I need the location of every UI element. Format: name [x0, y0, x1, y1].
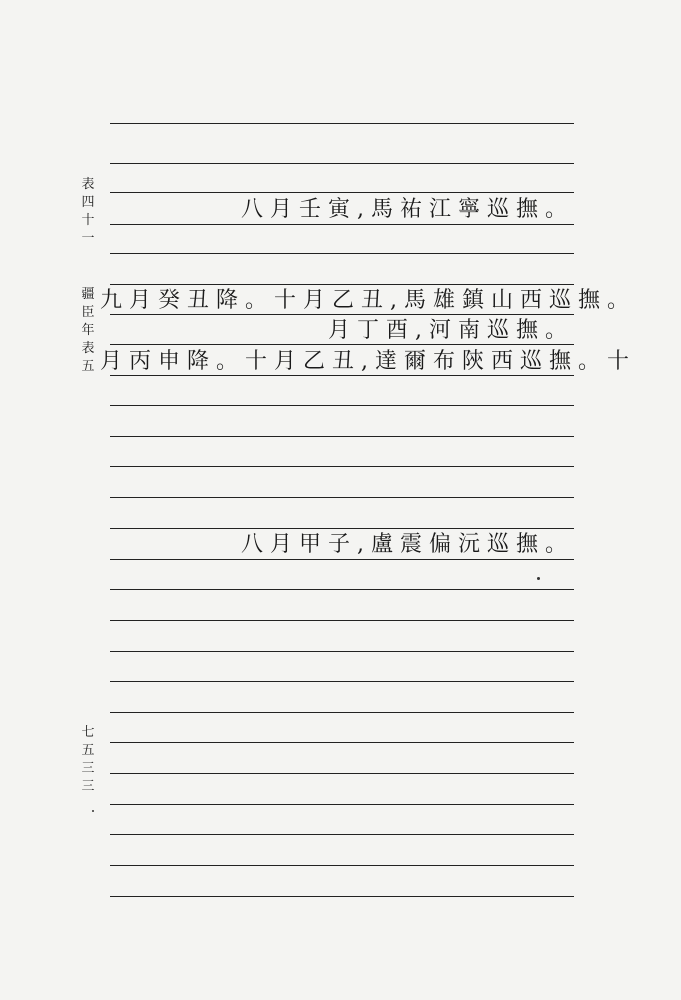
ruled-line: [110, 896, 574, 897]
ruled-line: [110, 436, 574, 437]
ruled-line: [110, 773, 574, 774]
ruled-line: [110, 528, 574, 529]
ruled-line: [110, 559, 574, 560]
ruled-line: [110, 497, 574, 498]
ruled-line: [110, 253, 574, 254]
entry-row-2: 九月癸丑降。十月乙丑,馬雄鎮山西巡撫。: [100, 288, 636, 313]
ruled-line: [110, 375, 574, 376]
entry-row-4: 月丙申降。十月乙丑,達爾布陝西巡撫。十: [100, 349, 636, 374]
ruled-line: [110, 589, 574, 590]
ruled-line: [110, 620, 574, 621]
ruled-line: [110, 314, 574, 315]
ruled-line: [110, 284, 574, 285]
ruled-line: [110, 865, 574, 866]
ruled-line: [110, 163, 574, 164]
ruled-line: [110, 344, 574, 345]
ruled-line: [110, 123, 574, 124]
ruled-line: [110, 651, 574, 652]
ruled-line: [110, 405, 574, 406]
entry-row-1: 八月壬寅,馬祐江寧巡撫。: [241, 197, 574, 222]
margin-table-name: 疆臣年表五: [81, 287, 95, 374]
margin-volume-label: 表四十一: [81, 177, 95, 246]
ruled-line: [110, 804, 574, 805]
ruled-line: [110, 192, 574, 193]
ink-speck: [92, 810, 94, 812]
ruled-line: [110, 224, 574, 225]
entry-row-5: 八月甲子,盧震偏沅巡撫。: [241, 532, 574, 557]
ruled-line: [110, 681, 574, 682]
margin-page-number: 七五三三: [81, 725, 95, 794]
ink-speck: [537, 577, 540, 580]
ruled-line: [110, 742, 574, 743]
entry-row-3: 月丁酉,河南巡撫。: [328, 318, 574, 343]
ruled-line: [110, 834, 574, 835]
ruled-line: [110, 466, 574, 467]
ruled-line: [110, 712, 574, 713]
